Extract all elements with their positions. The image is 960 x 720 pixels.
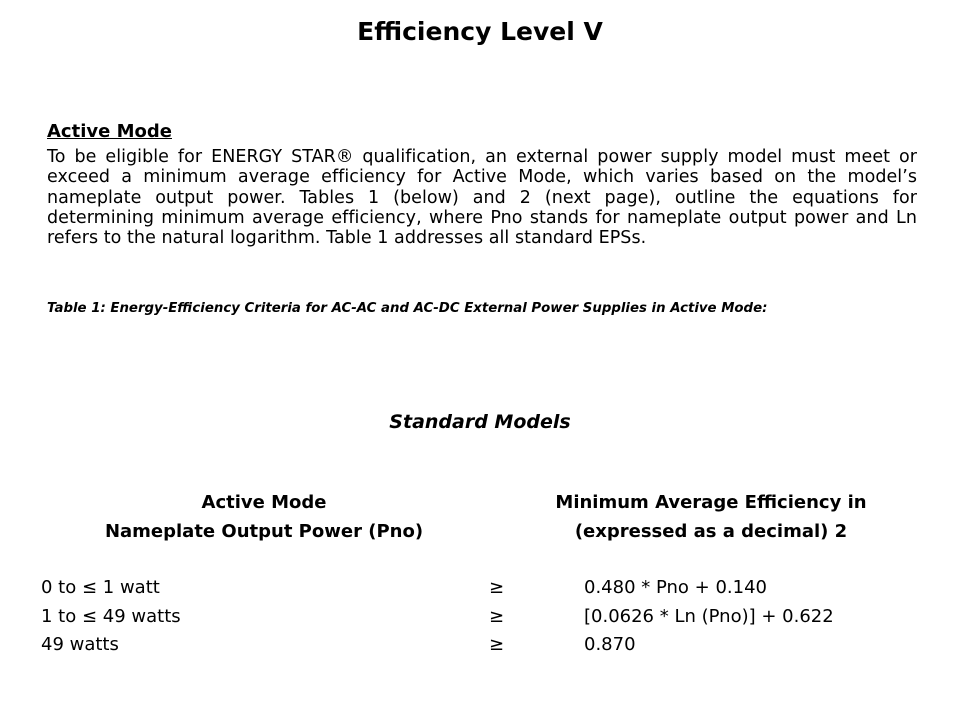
operator-cell: ≥	[489, 634, 505, 655]
column-header-efficiency	[496, 488, 926, 546]
column-header-power-line2: Nameplate Output Power (Pno)	[104, 521, 424, 542]
column-header-efficiency-line1: Minimum Average Efficiency in	[555, 492, 867, 513]
table-caption: Table 1: Energy-Efficiency Criteria for AC-AC and AC-DC External Power Supplies in Active Mode:	[47, 301, 768, 316]
efficiency-formula-cell: 0.480 * Pno + 0.140	[584, 577, 767, 598]
table-subheading: Standard Models	[389, 411, 571, 433]
column-header-power	[36, 488, 492, 546]
operator-cell: ≥	[489, 577, 505, 598]
power-range-cell: 0 to ≤ 1 watt	[41, 577, 160, 598]
criteria-table-rows	[0, 574, 960, 660]
power-range-cell: 49 watts	[41, 634, 119, 655]
power-range-cell: 1 to ≤ 49 watts	[41, 605, 181, 627]
column-header-efficiency-line2: (expressed as a decimal) 2	[574, 521, 848, 542]
section-heading: Active Mode	[47, 121, 172, 142]
body-paragraph: To be eligible for ENERGY STAR® qualification, an external power supply model must meet or exceed a minimum average efficiency for Active Mode, which varies based on the model’s nameplate output power. Tables 1 (below) and 2 (next page), outline the equations for determining minimum average efficiency, where Pno stands for nameplate output power and Ln refers to the natural logarithm. Table 1 addresses all standard EPSs.	[47, 147, 917, 249]
table-row	[0, 603, 960, 632]
efficiency-formula-cell: [0.0626 * Ln (Pno)] + 0.622	[584, 605, 834, 627]
operator-cell: ≥	[489, 605, 505, 627]
column-header-power-line1: Active Mode	[201, 492, 327, 513]
table-row	[0, 574, 960, 603]
efficiency-formula-cell: 0.870	[584, 634, 636, 655]
table-row	[0, 631, 960, 660]
slide-title: Efficiency Level V	[357, 17, 603, 46]
